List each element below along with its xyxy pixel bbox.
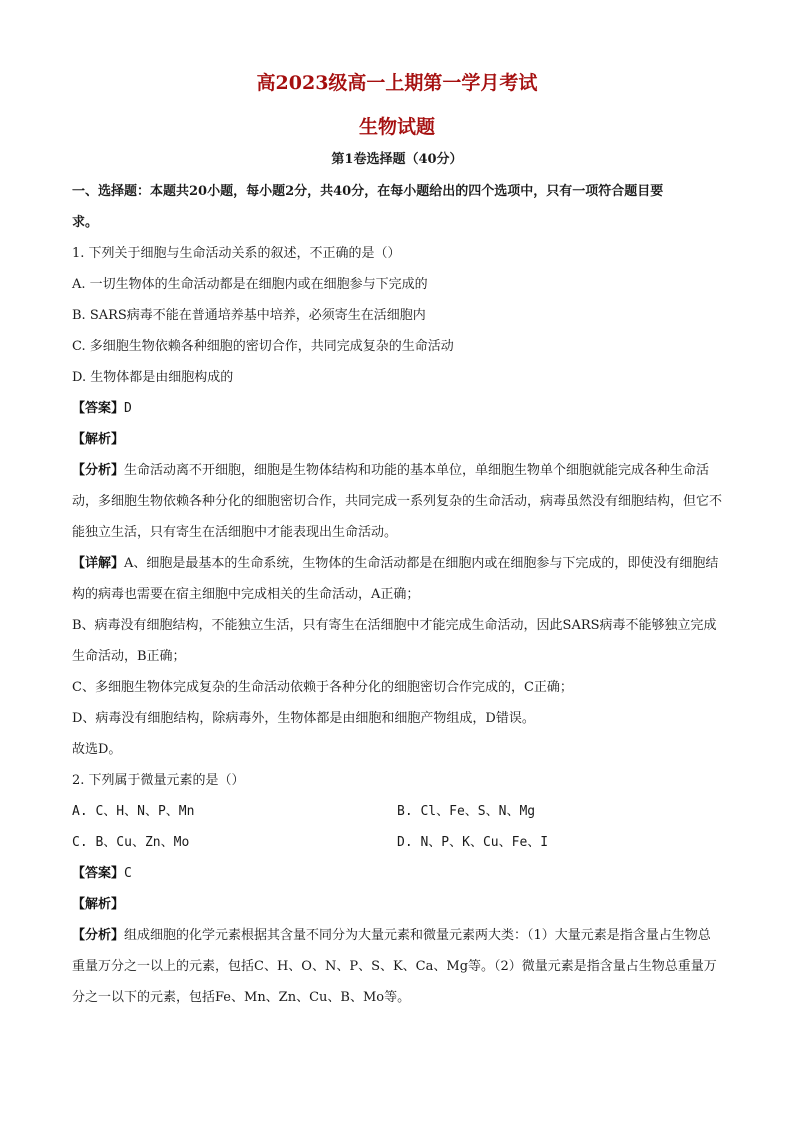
q2-answer-value: C <box>124 866 132 881</box>
q1-analysis-label: 【解析】 <box>72 432 125 447</box>
q2-option-d: D. N、P、K、Cu、Fe、I <box>397 835 549 850</box>
q1-xiangjie-d: D、病毒没有细胞结构，除病毒外，生物体都是由细胞和细胞产物组成，D错误。 <box>72 711 535 726</box>
q1-fenxi-text: 生命活动离不开细胞，细胞是生物体结构和功能的基本单位，单细胞生物单个细胞就能完成各种生命活动，多细胞生物依赖各种分化的细胞密切合作，共同完成一系列复杂的生命活动，病毒虽然没有细胞结构，但它不能独立生活，只有寄生在活细胞中才能表现出生命活动。 <box>72 463 723 540</box>
q2-option-a: A. C、H、N、P、Mn <box>72 804 195 819</box>
q1-conclusion: 故选D。 <box>72 742 122 757</box>
q2-stem: 2. 下列属于微量元素的是（） <box>72 773 245 788</box>
q1-xiangjie-a-text: A、细胞是最基本的生命系统，生物体的生命活动都是在细胞内或在细胞参与下完成的，即使没有细胞结构的病毒也需要在宿主细胞中完成相关的生命活动，A正确； <box>72 556 719 602</box>
q1-xiangjie-label: 【详解】 <box>72 556 125 571</box>
q1-answer-label: 【答案】 <box>72 401 125 416</box>
q2-fenxi <box>72 920 722 1013</box>
q1-fenxi <box>72 455 722 548</box>
q2-options-row-2 <box>72 827 722 858</box>
instructions-line-2: 求。 <box>72 215 99 230</box>
q2-answer <box>72 858 722 889</box>
q2-fenxi-text: 组成细胞的化学元素根据其含量不同分为大量元素和微量元素两大类：（1）大量元素是指含量占生物总重量万分之一以上的元素，包括C、H、O、N、P、S、K、Ca、Mg等。（2）微量元素是指含量占生物总重量万分之一以下的元素，包括Fe、Mn、Zn、Cu、B、Mo等。 <box>72 928 717 1005</box>
section-heading: 第1卷选择题（40分） <box>331 152 463 167</box>
q1-answer-value: D <box>124 401 132 416</box>
q1-fenxi-label: 【分析】 <box>72 463 125 478</box>
q1-option-c: C. 多细胞生物依赖各种细胞的密切合作，共同完成复杂的生命活动 <box>72 339 454 354</box>
q2-fenxi-label: 【分析】 <box>72 928 125 943</box>
exam-title: 高2023级高一上期第一学月考试 <box>256 72 538 94</box>
q1-xiangjie-a <box>72 548 722 610</box>
q2-option-c: C. B、Cu、Zn、Mo <box>72 835 190 850</box>
q1-option-a: A. 一切生物体的生命活动都是在细胞内或在细胞参与下完成的 <box>72 277 428 292</box>
q2-analysis-label: 【解析】 <box>72 897 125 912</box>
q1-option-d: D. 生物体都是由细胞构成的 <box>72 370 234 385</box>
q1-option-b: B. SARS病毒不能在普通培养基中培养，必须寄生在活细胞内 <box>72 308 426 323</box>
q2-options-row-1 <box>72 796 722 827</box>
q2-answer-label: 【答案】 <box>72 866 125 881</box>
q1-xiangjie-b: B、病毒没有细胞结构，不能独立生活，只有寄生在活细胞中才能完成生命活动，因此SARS病毒不能够独立完成生命活动，B正确； <box>72 618 717 664</box>
q1-stem: 1. 下列关于细胞与生命活动关系的叙述，不正确的是（） <box>72 246 401 261</box>
q2-option-b: B. Cl、Fe、S、N、Mg <box>397 804 536 819</box>
q1-xiangjie-c: C、多细胞生物体完成复杂的生命活动依赖于各种分化的细胞密切合作完成的，C正确； <box>72 680 573 695</box>
q1-answer <box>72 393 722 424</box>
instructions-line-1: 一、选择题：本题共20小题，每小题2分，共40分，在每小题给出的四个选项中，只有一项符合题目要 <box>72 184 664 199</box>
exam-subject: 生物试题 <box>358 116 435 138</box>
